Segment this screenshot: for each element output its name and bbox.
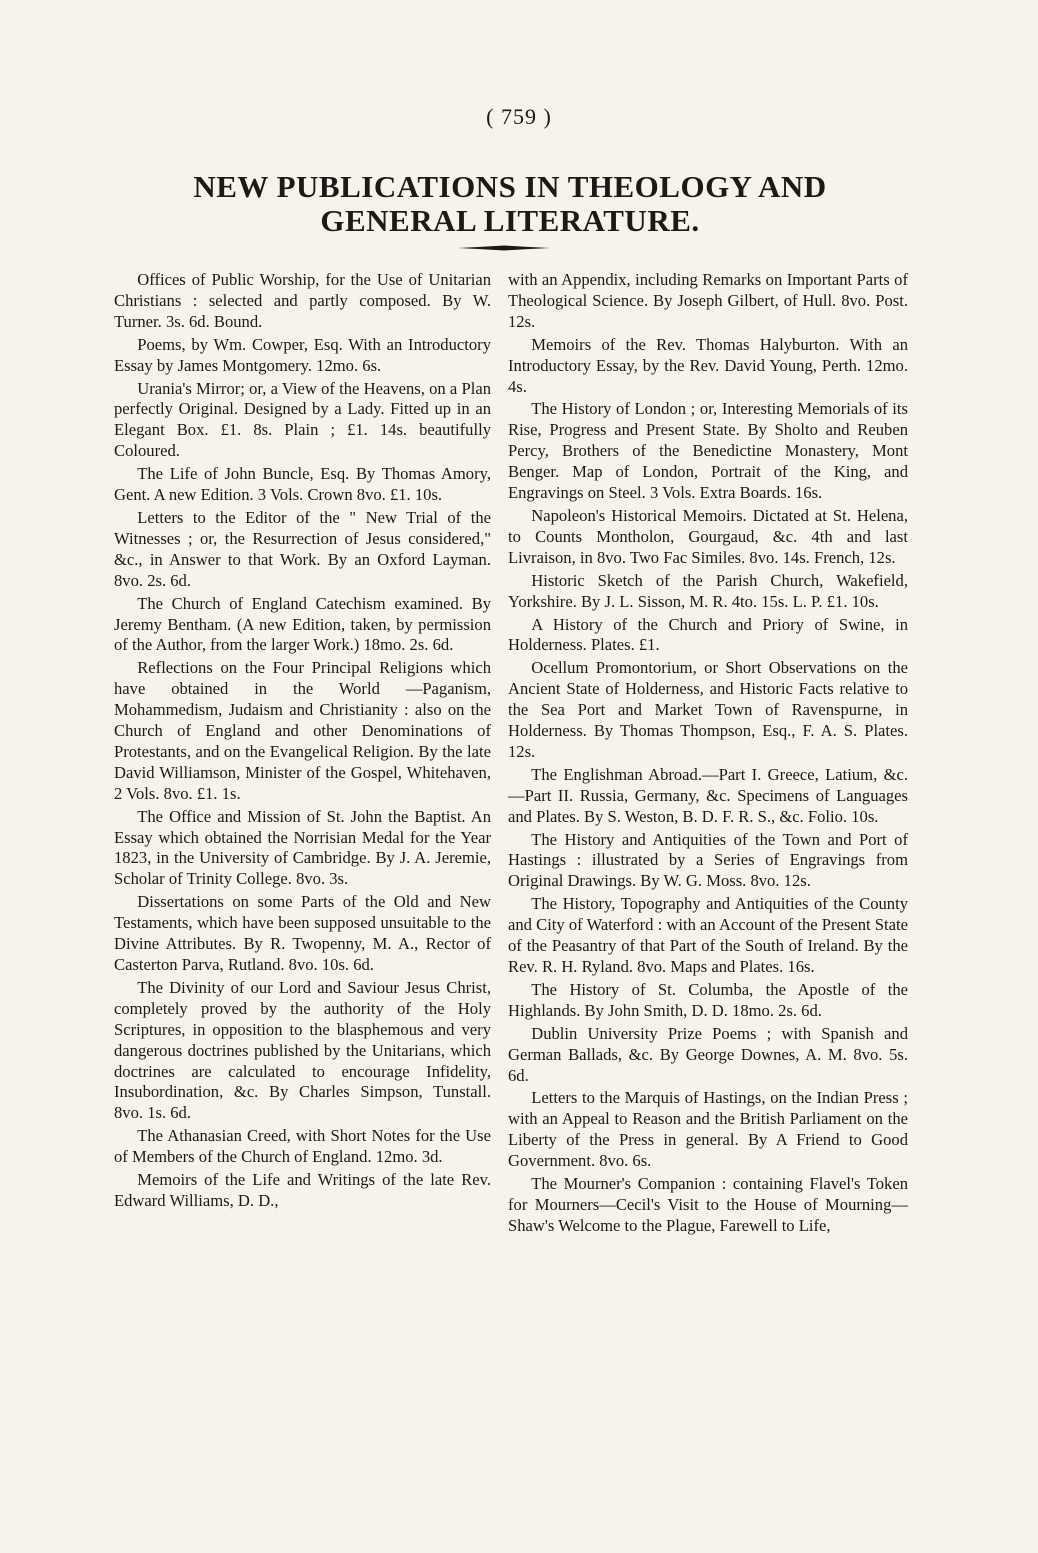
left-column — [114, 270, 491, 1214]
publication-entry: Poems, by Wm. Cowper, Esq. With an Introductory Essay by James Montgomery. 12mo. 6s. — [114, 334, 491, 375]
publication-entry: The Englishman Abroad.—Part I. Greece, Latium, &c.—Part II. Russia, Germany, &c. Specimens of Languages and Plates. By S. Weston, B. D. F. R. S., &c. Folio. 10s. — [508, 764, 908, 826]
publication-entry: Ocellum Promontorium, or Short Observations on the Ancient State of Holderness, and Historic Facts relative to the Sea Port and Market Town of Ravenspurne, in Holderness. By Thomas Thompson, Esq., F. A. S. Plates. 12s. — [508, 658, 908, 761]
publication-entry: Napoleon's Historical Memoirs. Dictated at St. Helena, to Counts Montholon, Gourgaud, &c. 4th and last Livraison, in 8vo. Two Fac Similes. 8vo. 14s. French, 12s. — [508, 505, 908, 567]
page-title — [130, 170, 890, 238]
publication-entry: The Mourner's Companion : containing Flavel's Token for Mourners—Cecil's Visit to the House of Mourning—Shaw's Welcome to the Plague, Farewell to Life, — [508, 1174, 908, 1235]
publication-entry: Memoirs of the Rev. Thomas Halyburton. With an Introductory Essay, by the Rev. David Young, Perth. 12mo. 4s. — [508, 334, 908, 396]
publication-entry: A History of the Church and Priory of Swine, in Holderness. Plates. £1. — [508, 614, 908, 655]
publication-entry: Dissertations on some Parts of the Old and New Testaments, which have been supposed unsuitable to the Divine Attributes. By R. Twopenny, M. A., Rector of Casterton Parva, Rutland. 8vo. 10s. 6d. — [114, 892, 491, 974]
publication-entry: The History, Topography and Antiquities of the County and City of Waterford : with an Account of the Present State of the Peasantry of that Part of the South of Ireland. By the Rev. R. H. Ryland. 8vo. Maps and Plates. 16s. — [508, 894, 908, 976]
publication-entry: Dublin University Prize Poems ; with Spanish and German Ballads, &c. By George Downes, A. M. 8vo. 5s. 6d. — [508, 1023, 908, 1085]
title-line-2: GENERAL LITERATURE. — [320, 203, 700, 238]
publication-entry-continued: with an Appendix, including Remarks on Important Parts of Theological Science. By Joseph Gilbert, of Hull. 8vo. Post. 12s. — [508, 270, 908, 331]
publication-entry: The History and Antiquities of the Town and Port of Hastings : illustrated by a Series of Engravings from Original Drawings. By W. G. Moss. 8vo. 12s. — [508, 829, 908, 891]
publication-entry: The Divinity of our Lord and Saviour Jesus Christ, completely proved by the authority of the Holy Scriptures, in opposition to the blasphemous and very dangerous doctrines published by the Unitarians, which doctrines are calculated to encourage Infidelity, Insubordination, &c. By Charles Simpson, Tunstall. 8vo. 1s. 6d. — [114, 977, 491, 1123]
publication-entry: The Church of England Catechism examined. By Jeremy Bentham. (A new Edition, taken, by permission of the Author, from the larger Work.) 18mo. 2s. 6d. — [114, 593, 491, 655]
publication-entry: Reflections on the Four Principal Religions which have obtained in the World —Paganism, Mohammedism, Judaism and Christianity : also on the Church of England and other Denominations of Protestants, and on the Evangelical Religion. By the late David Williamson, Minister of the Gospel, Whitehaven, 2 Vols. 8vo. £1. 1s. — [114, 658, 491, 803]
title-line-1: NEW PUBLICATIONS IN THEOLOGY AND — [193, 169, 827, 204]
publication-entry: The History of St. Columba, the Apostle of the Highlands. By John Smith, D. D. 18mo. 2s. 6d. — [508, 979, 908, 1020]
publication-entry: The History of London ; or, Interesting Memorials of its Rise, Progress and Present State. By Sholto and Reuben Percy, Brothers of the Benedictine Monastery, Mont Benger. Map of London, Portrait of the King, and Engravings on Steel. 3 Vols. Extra Boards. 16s. — [508, 399, 908, 503]
publication-entry: Offices of Public Worship, for the Use of Unitarian Christians : selected and partly composed. By W. Turner. 3s. 6d. Bound. — [114, 270, 491, 331]
publication-entry: The Life of John Buncle, Esq. By Thomas Amory, Gent. A new Edition. 3 Vols. Crown 8vo. £1. 10s. — [114, 464, 491, 505]
publication-entry: Letters to the Marquis of Hastings, on the Indian Press ; with an Appeal to Reason and the British Parliament on the Liberty of the Press in general. By A Friend to Good Government. 8vo. 6s. — [508, 1088, 908, 1171]
page-number: ( 759 ) — [486, 104, 552, 129]
right-column — [508, 270, 908, 1239]
publication-entry: The Athanasian Creed, with Short Notes for the Use of Members of the Church of England. 12mo. 3d. — [114, 1126, 491, 1167]
title-ornament-rule — [458, 244, 550, 252]
publication-entry: Memoirs of the Life and Writings of the late Rev. Edward Williams, D. D., — [114, 1170, 491, 1210]
publication-entry: Historic Sketch of the Parish Church, Wakefield, Yorkshire. By J. L. Sisson, M. R. 4to. 15s. L. P. £1. 10s. — [508, 570, 908, 611]
publication-entry: The Office and Mission of St. John the Baptist. An Essay which obtained the Norrisian Medal for the Year 1823, in the University of Cambridge. By J. A. Jeremie, Scholar of Trinity College. 8vo. 3s. — [114, 806, 491, 889]
publication-entry: Letters to the Editor of the " New Trial of the Witnesses ; or, the Resurrection of Jesus considered," &c., in Answer to that Work. By an Oxford Layman. 8vo. 2s. 6d. — [114, 507, 491, 590]
publication-entry: Urania's Mirror; or, a View of the Heavens, on a Plan perfectly Original. Designed by a Lady. Fitted up in an Elegant Box. £1. 8s. Plain ; £1. 14s. beautifully Coloured. — [114, 378, 491, 461]
